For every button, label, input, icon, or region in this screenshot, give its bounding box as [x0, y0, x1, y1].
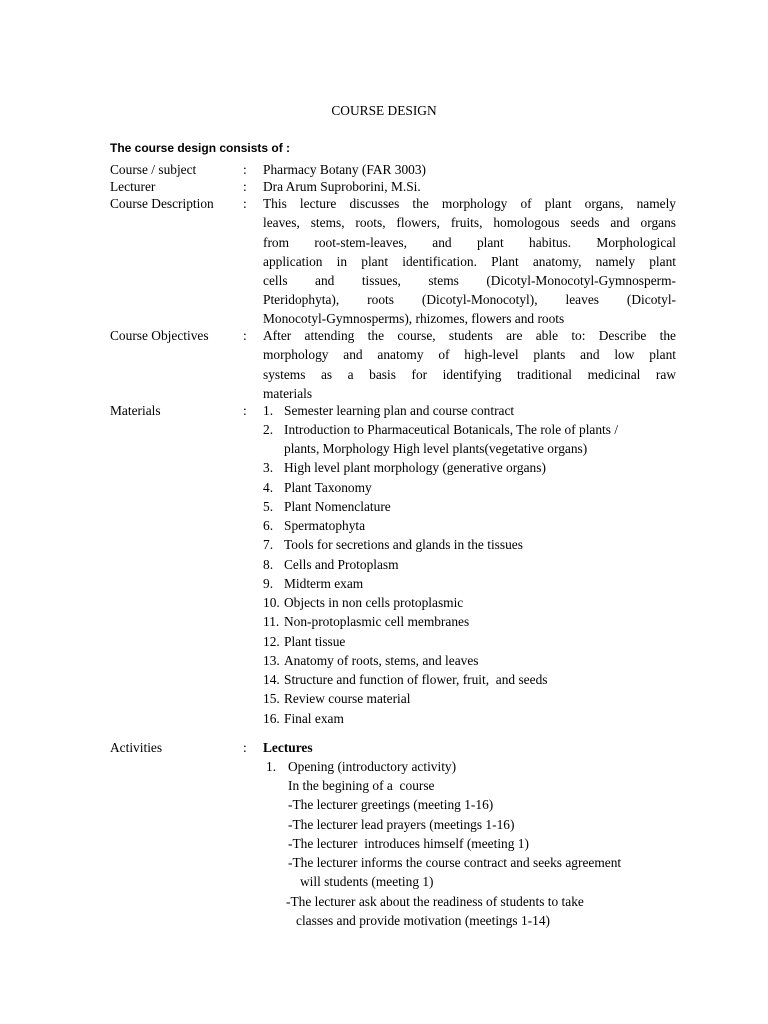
objectives-line: morphology and anatomy of high-level plants and low plant: [263, 347, 676, 362]
list-item-number: 15.: [263, 691, 280, 706]
list-item-number: 16.: [263, 711, 280, 726]
list-item: Semester learning plan and course contract: [284, 403, 515, 418]
list-item-number: 5.: [263, 499, 274, 514]
activity-number: 1.: [266, 759, 277, 774]
description-line: cells and tissues, stems (Dicotyl-Monocotyl-Gymnosperm-: [263, 273, 676, 288]
list-item: Review course material: [284, 691, 411, 706]
colon: :: [243, 403, 247, 418]
list-item-number: 9.: [263, 576, 274, 591]
list-item: Objects in non cells protoplasmic: [284, 595, 464, 610]
list-item: Tools for secretions and glands in the tissues: [284, 537, 523, 552]
activities-heading: Lectures: [263, 740, 313, 755]
list-item-number: 13.: [263, 653, 280, 668]
colon: :: [243, 328, 247, 343]
activity-line: -The lecturer lead prayers (meetings 1-16): [288, 817, 515, 832]
list-item-number: 12.: [263, 634, 280, 649]
lecturer-label: Lecturer: [110, 179, 156, 194]
list-item-number: 7.: [263, 537, 274, 552]
list-item: Anatomy of roots, stems, and leaves: [284, 653, 479, 668]
description-label: Course Description: [110, 196, 214, 211]
list-item: Spermatophyta: [284, 518, 366, 533]
list-item: Structure and function of flower, fruit, and seeds: [284, 672, 548, 687]
list-item-number: 3.: [263, 460, 274, 475]
description-line: from root-stem-leaves, and plant habitus. Morphological: [263, 235, 676, 250]
objectives-line: systems as a basis for identifying traditional medicinal raw: [263, 367, 676, 382]
subject-value: Pharmacy Botany (FAR 3003): [263, 162, 427, 177]
list-item: Introduction to Pharmaceutical Botanicals, The role of plants /: [284, 422, 619, 437]
list-item: Plant tissue: [284, 634, 346, 649]
description-line: Monocotyl-Gymnosperms), rhizomes, flowers and roots: [263, 311, 565, 326]
colon: :: [243, 196, 247, 211]
colon: :: [243, 179, 247, 194]
description-line: This lecture discusses the morphology of plant organs, namely: [263, 196, 676, 211]
colon: :: [243, 740, 247, 755]
lecturer-value: Dra Arum Suproborini, M.Si.: [263, 179, 421, 194]
list-item-number: 14.: [263, 672, 280, 687]
activity-line: will students (meeting 1): [300, 874, 434, 889]
list-item: Final exam: [284, 711, 344, 726]
list-item: Non-protoplasmic cell membranes: [284, 614, 470, 629]
list-item: High level plant morphology (generative organs): [284, 460, 546, 475]
activity-line: -The lecturer informs the course contract and seeks agreement: [288, 855, 622, 870]
list-item: Plant Taxonomy: [284, 480, 372, 495]
intro-heading: The course design consists of :: [110, 141, 291, 155]
activity-line: -The lecturer greetings (meeting 1-16): [288, 797, 494, 812]
activity-line: -The lecturer introduces himself (meeting 1): [288, 836, 529, 851]
description-line: application in plant identification. Plant anatomy, namely plant: [263, 254, 676, 269]
list-item-number: 1.: [263, 403, 274, 418]
list-item: Plant Nomenclature: [284, 499, 391, 514]
list-item: Midterm exam: [284, 576, 364, 591]
list-item-number: 4.: [263, 480, 274, 495]
activity-line: In the begining of a course: [288, 778, 435, 793]
objectives-line: After attending the course, students are able to: Describe the: [263, 328, 676, 343]
activity-line: classes and provide motivation (meetings 1-14): [296, 913, 550, 928]
activities-label: Activities: [110, 740, 163, 755]
list-item: plants, Morphology High level plants(vegetative organs): [284, 441, 588, 456]
list-item-number: 11.: [263, 614, 280, 629]
list-item-number: 6.: [263, 518, 274, 533]
page-title: COURSE DESIGN: [331, 103, 437, 118]
list-item-number: 8.: [263, 557, 274, 572]
description-line: Pteridophyta), roots (Dicotyl-Monocotyl), leaves (Dicotyl-: [263, 292, 676, 307]
list-item-number: 10.: [263, 595, 280, 610]
list-item-number: 2.: [263, 422, 274, 437]
objectives-label: Course Objectives: [110, 328, 209, 343]
colon: :: [243, 162, 247, 177]
objectives-line: materials: [263, 386, 313, 401]
activity-line: Opening (introductory activity): [288, 759, 457, 774]
subject-label: Course / subject: [110, 162, 197, 177]
description-line: leaves, stems, roots, flowers, fruits, homologous seeds and organs: [263, 215, 676, 230]
activity-line: -The lecturer ask about the readiness of students to take: [286, 894, 584, 909]
list-item: Cells and Protoplasm: [284, 557, 399, 572]
materials-label: Materials: [110, 403, 161, 418]
